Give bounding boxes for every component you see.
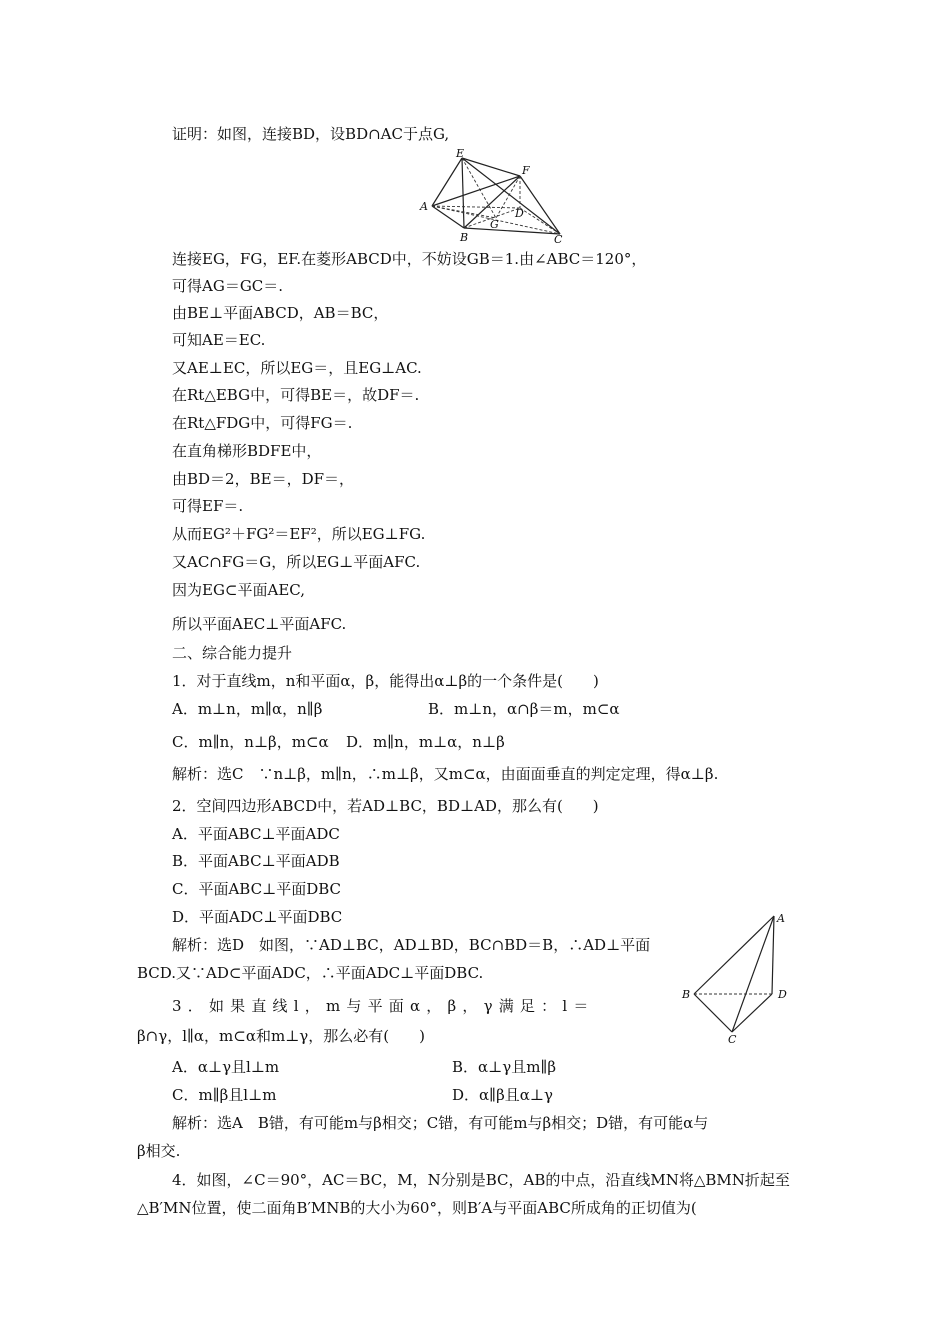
label-F: F	[522, 164, 530, 177]
proof-line: 从而EG²＋FG²＝EF²，所以EG⊥FG.	[172, 525, 426, 543]
q4-stem: 4．如图，∠C＝90°，AC＝BC，M，N分别是BC，AB的中点，沿直线MN将△BMN折起至	[172, 1171, 790, 1189]
q2-stem: 2．空间四边形ABCD中，若AD⊥BC，BD⊥AD，那么有( )	[172, 797, 599, 815]
label-C: C	[728, 1033, 737, 1046]
q1-analysis: 解析：选C ∵n⊥β，m∥n，∴m⊥β，又m⊂α，由面面垂直的判定定理，得α⊥β.	[172, 765, 719, 783]
proof-line: 所以平面AEC⊥平面AFC.	[172, 615, 347, 633]
label-G: G	[490, 218, 499, 231]
q3-option-c: C．m∥β且l⊥m	[172, 1086, 277, 1104]
label-D: D	[778, 988, 787, 1001]
q2-option-b: B．平面ABC⊥平面ADB	[172, 852, 340, 870]
label-A: A	[420, 200, 428, 213]
proof-line: 又AE⊥EC，所以EG＝，且EG⊥AC.	[172, 359, 422, 377]
q2-option-d: D．平面ADC⊥平面DBC	[172, 908, 343, 926]
proof-line: 由BD＝2，BE＝，DF＝，	[172, 470, 355, 488]
label-C: C	[554, 233, 563, 244]
proof-line: 可得AG＝GC＝.	[172, 277, 284, 295]
q3-stem: β∩γ，l∥α，m⊂α和m⊥γ，那么必有( )	[137, 1027, 425, 1045]
proof-line: 在直角梯形BDFE中，	[172, 442, 322, 460]
q3-option-b: B．α⊥γ且m∥β	[452, 1058, 557, 1076]
section-heading: 二、综合能力提升	[172, 644, 293, 662]
proof-line: 连接EG，FG，EF.在菱形ABCD中，不妨设GB＝1.由∠ABC＝120°，	[172, 250, 647, 268]
q4-stem: △B′MN位置，使二面角B′MNB的大小为60°，则B′A与平面ABC所成角的正切值为(	[137, 1199, 697, 1217]
label-B: B	[460, 231, 469, 244]
proof-line: 在Rt△EBG中，可得BE＝，故DF＝.	[172, 386, 420, 404]
q1-option-b: B．m⊥n，α∩β＝m，m⊂α	[428, 700, 620, 718]
proof-line: 由BE⊥平面ABCD，AB＝BC，	[172, 304, 389, 322]
q2-analysis: BCD.又∵AD⊂平面ADC，∴平面ADC⊥平面DBC.	[137, 964, 484, 982]
proof-line: 在Rt△FDG中，可得FG＝.	[172, 414, 353, 432]
q1-stem: 1．对于直线m，n和平面α，β，能得出α⊥β的一个条件是( )	[172, 672, 599, 690]
q2-option-c: C．平面ABC⊥平面DBC	[172, 880, 341, 898]
proof-line: 可得EF＝.	[172, 497, 244, 515]
q2-option-a: A．平面ABC⊥平面ADC	[172, 825, 340, 843]
proof-line: 又AC∩FG＝G，所以EG⊥平面AFC.	[172, 553, 421, 571]
q1-option-a: A．m⊥n，m∥α，n∥β	[172, 700, 323, 718]
q1-option-d: D．m∥n，m⊥α，n⊥β	[346, 733, 505, 751]
q2-analysis: 解析：选D 如图，∵AD⊥BC，AD⊥BD，BC∩BD＝B，∴AD⊥平面	[172, 936, 651, 954]
label-B: B	[682, 988, 691, 1001]
tetrahedron-figure	[676, 910, 806, 1046]
q3-analysis: β相交.	[137, 1142, 181, 1160]
proof-intro: 证明：如图，连接BD，设BD∩AC于点G,	[172, 125, 450, 143]
q3-stem: 3．如果直线l，m与平面α，β，γ满足：l＝	[172, 997, 595, 1015]
label-A: A	[777, 912, 785, 925]
q3-option-a: A．α⊥γ且l⊥m	[172, 1058, 280, 1076]
label-D: D	[515, 207, 524, 220]
q3-analysis: 解析：选A B错，有可能m与β相交；C错，有可能m与β相交；D错，有可能α与	[172, 1114, 709, 1132]
proof-line: 可知AE＝EC.	[172, 331, 266, 349]
label-E: E	[456, 148, 465, 160]
proof-line: 因为EG⊂平面AEC,	[172, 581, 305, 599]
rhombus-pyramid-figure	[418, 148, 576, 244]
q3-option-d: D．α∥β且α⊥γ	[452, 1086, 553, 1104]
q1-option-c: C．m∥n，n⊥β，m⊂α	[172, 733, 329, 751]
